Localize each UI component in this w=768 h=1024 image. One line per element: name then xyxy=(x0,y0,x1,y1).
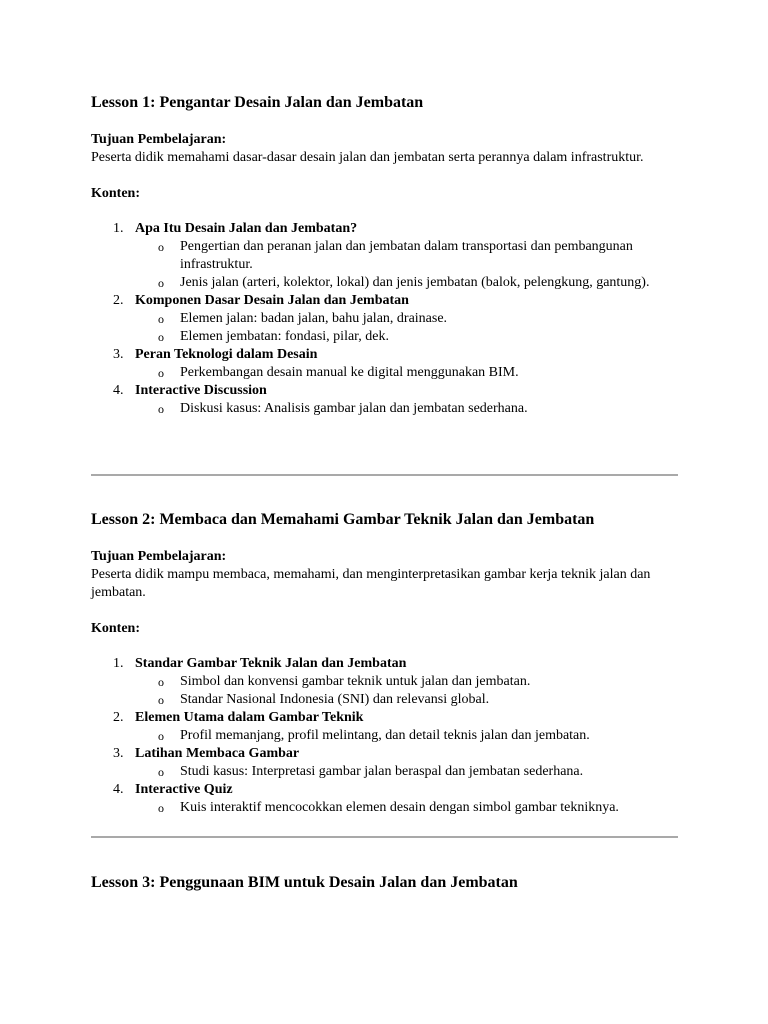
topic-number: 2. xyxy=(113,710,124,725)
subitem xyxy=(135,310,678,328)
subitem-list xyxy=(135,727,678,745)
topic-item xyxy=(91,346,678,382)
circle-bullet-icon: o xyxy=(158,366,164,380)
circle-bullet-icon: o xyxy=(158,240,164,254)
subitem xyxy=(135,328,678,346)
topic-title: Standar Gambar Teknik Jalan dan Jembatan xyxy=(135,656,407,671)
subitem-text: Elemen jembatan: fondasi, pilar, dek. xyxy=(180,329,389,344)
topic-number: 4. xyxy=(113,383,124,398)
subitem xyxy=(135,238,678,274)
subitem-text: Simbol dan konvensi gambar teknik untuk jalan dan jembatan. xyxy=(180,674,531,689)
subitem-list xyxy=(135,763,678,781)
subitem-text: Diskusi kasus: Analisis gambar jalan dan jembatan sederhana. xyxy=(180,401,528,416)
subitem-text: Pengertian dan peranan jalan dan jembatan dalam transportasi dan pembangunan infrastruktur. xyxy=(180,239,633,272)
subitem xyxy=(135,727,678,745)
subitem xyxy=(135,691,678,709)
subitem xyxy=(135,673,678,691)
lesson-2-objective-heading: Tujuan Pembelajaran: xyxy=(91,549,227,564)
topic-item xyxy=(91,745,678,781)
circle-bullet-icon: o xyxy=(158,276,164,290)
subitem-text: Elemen jalan: badan jalan, bahu jalan, drainase. xyxy=(180,311,448,326)
subitem-list xyxy=(135,310,678,346)
lesson-2-title: Lesson 2: Membaca dan Memahami Gambar Teknik Jalan dan Jembatan xyxy=(91,511,595,528)
lesson-3-section xyxy=(91,873,678,893)
topic-number: 1. xyxy=(113,221,124,236)
circle-bullet-icon: o xyxy=(158,693,164,707)
subitem xyxy=(135,799,678,817)
lesson-1-content-heading: Konten: xyxy=(91,186,140,201)
lesson-2-section xyxy=(91,510,678,817)
circle-bullet-icon: o xyxy=(158,801,164,815)
subitem xyxy=(135,364,678,382)
topic-number: 1. xyxy=(113,656,124,671)
circle-bullet-icon: o xyxy=(158,675,164,689)
subitem-list xyxy=(135,238,678,292)
subitem-text: Perkembangan desain manual ke digital menggunakan BIM. xyxy=(180,365,519,380)
lesson-1-title: Lesson 1: Pengantar Desain Jalan dan Jembatan xyxy=(91,94,424,111)
lesson-3-title: Lesson 3: Penggunaan BIM untuk Desain Jalan dan Jembatan xyxy=(91,874,518,891)
circle-bullet-icon: o xyxy=(158,312,164,326)
topic-item xyxy=(91,382,678,418)
topic-title: Komponen Dasar Desain Jalan dan Jembatan xyxy=(135,293,409,308)
subitem xyxy=(135,400,678,418)
subitem xyxy=(135,274,678,292)
subitem xyxy=(135,763,678,781)
section-divider xyxy=(91,836,678,838)
topic-number: 4. xyxy=(113,782,124,797)
lesson-2-topic-list xyxy=(91,655,678,817)
lesson-1-topic-list xyxy=(91,220,678,418)
circle-bullet-icon: o xyxy=(158,330,164,344)
subitem-list xyxy=(135,799,678,817)
topic-title: Peran Teknologi dalam Desain xyxy=(135,347,318,362)
topic-number: 3. xyxy=(113,746,124,761)
subitem-list xyxy=(135,673,678,709)
topic-number: 2. xyxy=(113,293,124,308)
subitem-list xyxy=(135,364,678,382)
subitem-text: Kuis interaktif mencocokkan elemen desain dengan simbol gambar tekniknya. xyxy=(180,800,619,815)
circle-bullet-icon: o xyxy=(158,402,164,416)
topic-item xyxy=(91,709,678,745)
topic-item xyxy=(91,292,678,346)
lesson-1-section xyxy=(91,93,678,418)
topic-item xyxy=(91,220,678,292)
topic-title: Interactive Discussion xyxy=(135,383,267,398)
topic-title: Elemen Utama dalam Gambar Teknik xyxy=(135,710,364,725)
subitem-text: Standar Nasional Indonesia (SNI) dan relevansi global. xyxy=(180,692,490,707)
topic-title: Interactive Quiz xyxy=(135,782,233,797)
lesson-2-objective-text: Peserta didik mampu membaca, memahami, dan menginterpretasikan gambar kerja teknik jalan dan jembatan. xyxy=(91,567,651,600)
subitem-list xyxy=(135,400,678,418)
subitem-text: Jenis jalan (arteri, kolektor, lokal) dan jenis jembatan (balok, pelengkung, gantung). xyxy=(180,275,650,290)
lesson-1-objective-text: Peserta didik memahami dasar-dasar desain jalan dan jembatan serta perannya dalam infrastruktur. xyxy=(91,150,644,165)
subitem-text: Profil memanjang, profil melintang, dan detail teknis jalan dan jembatan. xyxy=(180,728,590,743)
lesson-2-content-heading: Konten: xyxy=(91,621,140,636)
lesson-1-objective-heading: Tujuan Pembelajaran: xyxy=(91,132,227,147)
topic-item xyxy=(91,655,678,709)
circle-bullet-icon: o xyxy=(158,729,164,743)
circle-bullet-icon: o xyxy=(158,765,164,779)
topic-number: 3. xyxy=(113,347,124,362)
topic-title: Latihan Membaca Gambar xyxy=(135,746,300,761)
topic-title: Apa Itu Desain Jalan dan Jembatan? xyxy=(135,221,358,236)
section-divider xyxy=(91,474,678,476)
subitem-text: Studi kasus: Interpretasi gambar jalan beraspal dan jembatan sederhana. xyxy=(180,764,584,779)
topic-item xyxy=(91,781,678,817)
